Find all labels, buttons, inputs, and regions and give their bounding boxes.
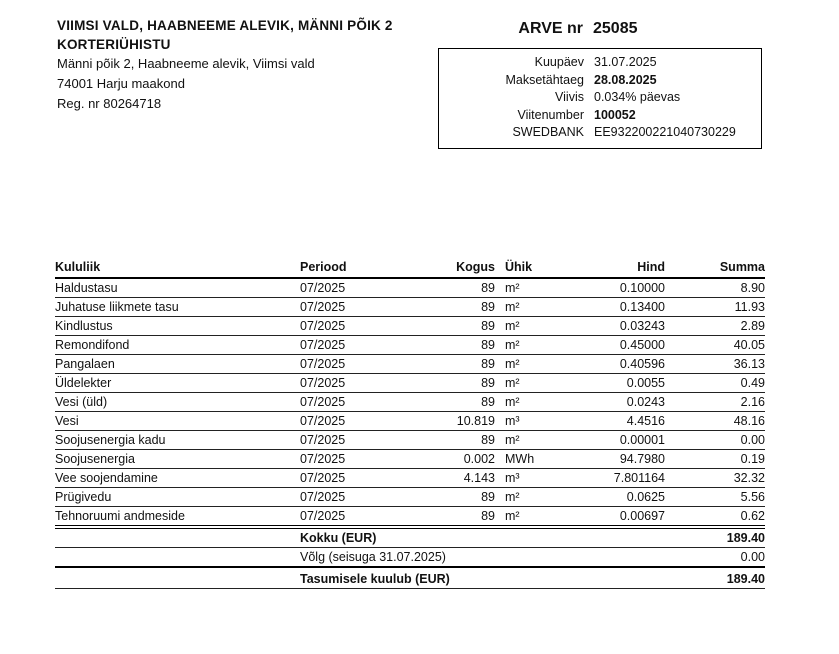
cell-hind: 0.13400 [540,298,665,317]
cell-summa: 0.49 [665,374,765,393]
total-kokku-value: 189.40 [665,527,765,548]
cell-yhik: m² [495,507,540,528]
cell-hind: 0.00697 [540,507,665,528]
cell-kululiik: Üldelekter [55,374,300,393]
cell-kogus: 89 [445,374,495,393]
cell-kululiik: Soojusenergia [55,450,300,469]
cell-periood: 07/2025 [300,355,445,374]
table-row [55,317,765,336]
table-row [55,507,765,528]
cell-kululiik: Juhatuse liikmete tasu [55,298,300,317]
invoice-date-label: Kuupäev [534,55,584,69]
cell-kululiik: Vesi (üld) [55,393,300,412]
seller-address-region: 74001 Harju maakond [57,76,185,91]
cell-periood: 07/2025 [300,374,445,393]
cell-hind: 0.10000 [540,278,665,298]
cell-kogus: 0.002 [445,450,495,469]
cell-yhik: m² [495,336,540,355]
total-volg-value: 0.00 [665,548,765,568]
cell-hind: 0.0243 [540,393,665,412]
cell-yhik: m² [495,374,540,393]
cell-periood: 07/2025 [300,488,445,507]
invoice-penalty-label: Viivis [555,90,584,104]
cell-summa: 36.13 [665,355,765,374]
table-row [55,336,765,355]
header-summa: Summa [665,258,765,278]
cell-kululiik: Tehnoruumi andmeside [55,507,300,528]
total-volg-label: Võlg (seisuga 31.07.2025) [300,548,665,568]
invoice-bank-iban: EE932200221040730229 [594,125,736,139]
total-row-tasuda [55,567,765,589]
cell-periood: 07/2025 [300,412,445,431]
invoice-reference-value: 100052 [594,107,636,122]
seller-name-line2: KORTERIÜHISTU [57,37,171,52]
cell-hind: 0.00001 [540,431,665,450]
invoice-reference-label: Viitenumber [517,107,584,122]
invoice-date-value: 31.07.2025 [594,55,657,69]
header-hind: Hind [540,258,665,278]
cell-periood: 07/2025 [300,469,445,488]
total-row-volg [55,548,765,568]
cell-kogus: 89 [445,298,495,317]
header-kululiik: Kululiik [55,258,300,278]
cell-yhik: m² [495,393,540,412]
cell-periood: 07/2025 [300,431,445,450]
total-spacer [55,527,300,548]
cell-kogus: 89 [445,278,495,298]
table-header-row [55,258,765,278]
cell-summa: 0.19 [665,450,765,469]
invoice-number: 25085 [593,20,638,37]
cell-kogus: 89 [445,431,495,450]
total-tasuda-label: Tasumisele kuulub (EUR) [300,567,665,589]
seller-reg-number: Reg. nr 80264718 [57,96,162,111]
cell-summa: 48.16 [665,412,765,431]
header-kogus: Kogus [445,258,495,278]
cell-yhik: m² [495,355,540,374]
cell-kogus: 10.819 [445,412,495,431]
cell-kululiik: Pangalaen [55,355,300,374]
table-row [55,393,765,412]
cell-hind: 0.40596 [540,355,665,374]
cell-kululiik: Remondifond [55,336,300,355]
cell-yhik: m² [495,278,540,298]
cell-periood: 07/2025 [300,336,445,355]
table-row [55,374,765,393]
cell-kululiik: Kindlustus [55,317,300,336]
table-row [55,450,765,469]
invoice-title [438,20,760,38]
total-tasuda-value: 189.40 [665,567,765,589]
cell-yhik: m² [495,298,540,317]
invoice-bank-label: SWEDBANK [512,125,584,139]
invoice-reference-row [439,107,761,125]
cell-hind: 4.4516 [540,412,665,431]
invoice-due-date-label: Maksetähtaeg [505,72,584,87]
cell-yhik: m² [495,488,540,507]
table-row [55,469,765,488]
cell-yhik: m³ [495,469,540,488]
cell-kululiik: Soojusenergia kadu [55,431,300,450]
cell-yhik: MWh [495,450,540,469]
table-row [55,278,765,298]
cell-periood: 07/2025 [300,298,445,317]
cell-kogus: 89 [445,317,495,336]
cell-summa: 5.56 [665,488,765,507]
cell-kogus: 89 [445,355,495,374]
invoice-date-row [439,54,761,72]
cell-yhik: m³ [495,412,540,431]
table-row [55,488,765,507]
cell-summa: 11.93 [665,298,765,317]
cell-periood: 07/2025 [300,450,445,469]
cell-hind: 94.7980 [540,450,665,469]
table-row [55,355,765,374]
total-kokku-label: Kokku (EUR) [300,527,665,548]
total-spacer [55,548,300,568]
cell-kogus: 89 [445,393,495,412]
cell-periood: 07/2025 [300,393,445,412]
invoice-penalty-row [439,89,761,107]
invoice-bank-row [439,124,761,142]
cell-kululiik: Haldustasu [55,278,300,298]
total-row-kokku [55,527,765,548]
cell-summa: 40.05 [665,336,765,355]
cell-summa: 0.62 [665,507,765,528]
cell-hind: 7.801164 [540,469,665,488]
invoice-details-box [438,48,762,149]
seller-info-block [57,16,393,114]
cell-summa: 2.16 [665,393,765,412]
cell-periood: 07/2025 [300,278,445,298]
cell-summa: 0.00 [665,431,765,450]
cell-kululiik: Prügivedu [55,488,300,507]
cell-kogus: 89 [445,488,495,507]
cell-periood: 07/2025 [300,317,445,336]
total-spacer [55,567,300,589]
cell-periood: 07/2025 [300,507,445,528]
table-row [55,298,765,317]
cell-kululiik: Vee soojendamine [55,469,300,488]
table-row [55,431,765,450]
cell-summa: 8.90 [665,278,765,298]
invoice-title-label: ARVE nr [518,20,583,37]
cell-kululiik: Vesi [55,412,300,431]
table-row [55,412,765,431]
invoice-due-date-row [439,72,761,90]
invoice-due-date-value: 28.08.2025 [594,72,657,87]
header-periood: Periood [300,258,445,278]
cell-hind: 0.0625 [540,488,665,507]
cell-summa: 32.32 [665,469,765,488]
invoice-items-table [55,258,765,589]
cell-summa: 2.89 [665,317,765,336]
cell-yhik: m² [495,431,540,450]
header-yhik: Ühik [495,258,540,278]
cell-hind: 0.03243 [540,317,665,336]
seller-name-line1: VIIMSI VALD, HAABNEEME ALEVIK, MÄNNI PÕIK 2 [57,18,393,33]
cell-kogus: 4.143 [445,469,495,488]
cell-hind: 0.45000 [540,336,665,355]
invoice-penalty-value: 0.034% päevas [594,90,681,104]
cell-kogus: 89 [445,507,495,528]
cell-hind: 0.0055 [540,374,665,393]
seller-address-street: Männi põik 2, Haabneeme alevik, Viimsi vald [57,56,315,71]
cell-kogus: 89 [445,336,495,355]
cell-yhik: m² [495,317,540,336]
